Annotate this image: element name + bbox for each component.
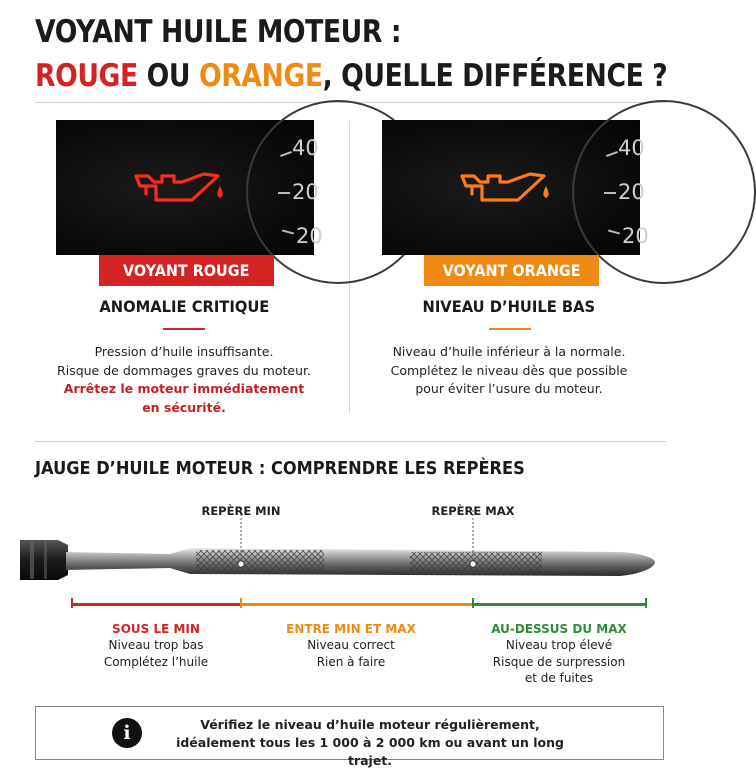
tip-text: Vérifiez le niveau d’huile moteur régulièrement, idéalement tous les 1 000 à 2 000 km ou avant un long trajet. — [176, 717, 564, 768]
heading-underline-red — [163, 328, 205, 330]
dipstick-image — [0, 530, 699, 590]
badge-red: VOYANT ROUGE — [99, 255, 274, 286]
title-word-ou: OU — [137, 58, 199, 94]
card-heading-orange: NIVEAU D’HUILE BAS — [422, 297, 596, 316]
title-rest: , QUELLE DIFFÉRENCE ? — [322, 58, 668, 94]
zone-description-ok: Niveau correct Rien à faire — [307, 638, 395, 669]
card-description-orange: Niveau d’huile inférieur à la normale. Complétez le niveau dès que possible pour éviter l’usure du moteur. — [390, 344, 628, 396]
zone-title-low: SOUS LE MIN — [112, 622, 200, 636]
title-line-2 — [35, 54, 667, 98]
warning-text: en sécurité. — [142, 399, 226, 415]
page-title — [35, 10, 667, 98]
zone-description-low: Niveau trop bas Complétez l’huile — [103, 638, 209, 669]
zone-bar-low — [72, 603, 241, 606]
info-icon: i — [112, 718, 142, 748]
dipstick-section-title: JAUGE D’HUILE MOTEUR : COMPRENDRE LES REPÈRES — [35, 458, 525, 479]
title-word-red: ROUGE — [35, 58, 138, 94]
mark-min-label: REPÈRE MIN — [201, 504, 281, 518]
zone-title-high: AU-DESSUS DU MAX — [491, 622, 627, 636]
gauge-number: 20 — [296, 224, 323, 248]
title-line-1: VOYANT HUILE MOTEUR : — [35, 14, 402, 50]
gauge-number: 40 — [292, 136, 319, 160]
title-word-orange: ORANGE — [198, 58, 323, 94]
oil-can-icon — [132, 164, 228, 214]
heading-underline-orange — [489, 328, 531, 330]
gauge-number: 20 — [622, 224, 649, 248]
card-heading-red: ANOMALIE CRITIQUE — [99, 297, 269, 316]
oil-can-icon — [458, 164, 554, 214]
gauge-number: 20 — [292, 180, 319, 204]
gauge-number: 20 — [618, 180, 645, 204]
mark-max-label: REPÈRE MAX — [431, 504, 515, 518]
warning-text: Arrêtez le moteur immédiatement — [63, 381, 305, 396]
zone-bar-high — [473, 603, 647, 606]
card-description-red: Pression d’huile insuffisante. Risque de dommages graves du moteur. Arrêtez le moteur immédiatement en sécurité. — [34, 343, 334, 417]
gauge-arc — [572, 100, 756, 284]
zone-bar-ok — [241, 603, 473, 606]
gauge-number: 40 — [618, 136, 645, 160]
zone-title-ok: ENTRE MIN ET MAX — [286, 622, 416, 636]
dashboard-panel-red — [56, 120, 323, 255]
dashboard-panel-orange — [382, 120, 649, 255]
section-divider — [35, 441, 666, 442]
badge-orange: VOYANT ORANGE — [424, 255, 599, 286]
zone-description-high: Niveau trop élevé Risque de surpression et de fuites — [492, 638, 626, 685]
